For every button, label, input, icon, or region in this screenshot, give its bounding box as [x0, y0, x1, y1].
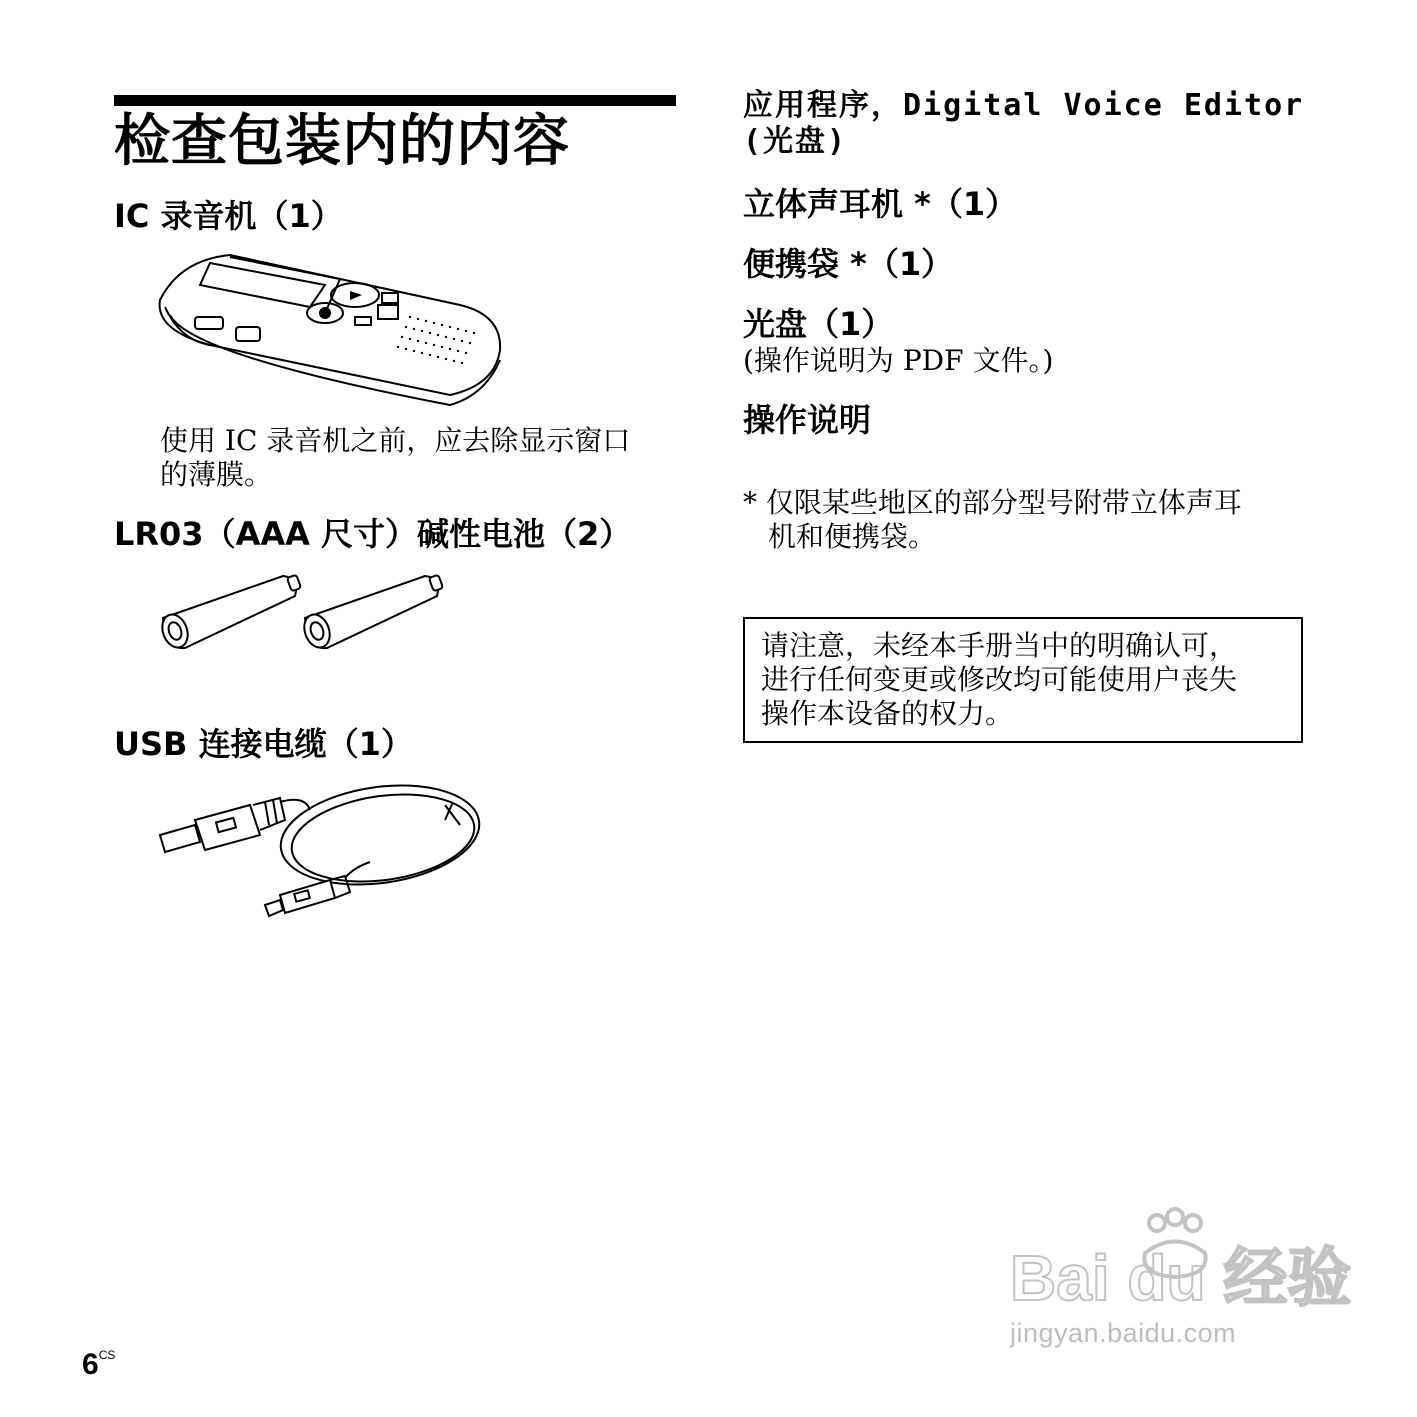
- page-title: 检查包装内的内容: [114, 109, 570, 174]
- page-number-value: 6: [82, 1348, 99, 1381]
- item-usb-cable: USB 连接电缆（1）: [114, 725, 413, 763]
- watermark-url: jingyan.baidu.com: [1010, 1318, 1237, 1348]
- item-software-line1: 应用程序，Digital Voice Editor: [743, 88, 1305, 123]
- title-rule: [114, 95, 676, 106]
- item-batteries: LR03（AAA 尺寸）碱性电池（2）: [114, 515, 632, 553]
- notice-line1: 请注意，未经本手册当中的明确认可，: [761, 629, 1238, 662]
- item-software-line2: (光盘): [743, 124, 848, 159]
- item-ic-recorder: IC 录音机（1）: [114, 197, 343, 235]
- recorder-note-line2: 的薄膜。: [160, 458, 273, 491]
- footnote-line1: * 仅限某些地区的部分型号附带立体声耳: [743, 486, 1242, 519]
- aaa-batteries-illustration: [155, 568, 455, 658]
- usb-cable-illustration: [155, 780, 495, 930]
- page-number-suffix: CS: [98, 1348, 116, 1362]
- notice-line2: 进行任何变更或修改均可能使用户丧失: [761, 663, 1238, 696]
- footnote-line2: 机和便携袋。: [768, 520, 937, 553]
- baidu-watermark-logo: [1005, 1205, 1352, 1315]
- recorder-note-line1: 使用 IC 录音机之前，应去除显示窗口: [160, 424, 631, 457]
- item-operating-instructions: 操作说明: [743, 401, 872, 439]
- page-number: [82, 1348, 115, 1382]
- ic-recorder-illustration: [150, 245, 510, 410]
- watermark-logo-text: Bai du 经验: [1010, 1242, 1352, 1314]
- item-cd-rom: 光盘（1）: [743, 305, 894, 343]
- item-headphones: 立体声耳机 *（1）: [743, 185, 1018, 223]
- cd-rom-note: (操作说明为 PDF 文件。): [743, 344, 1054, 377]
- notice-box: [743, 617, 1303, 743]
- notice-line3: 操作本设备的权力。: [761, 697, 1014, 730]
- item-carrying-case: 便携袋 *（1）: [743, 245, 954, 283]
